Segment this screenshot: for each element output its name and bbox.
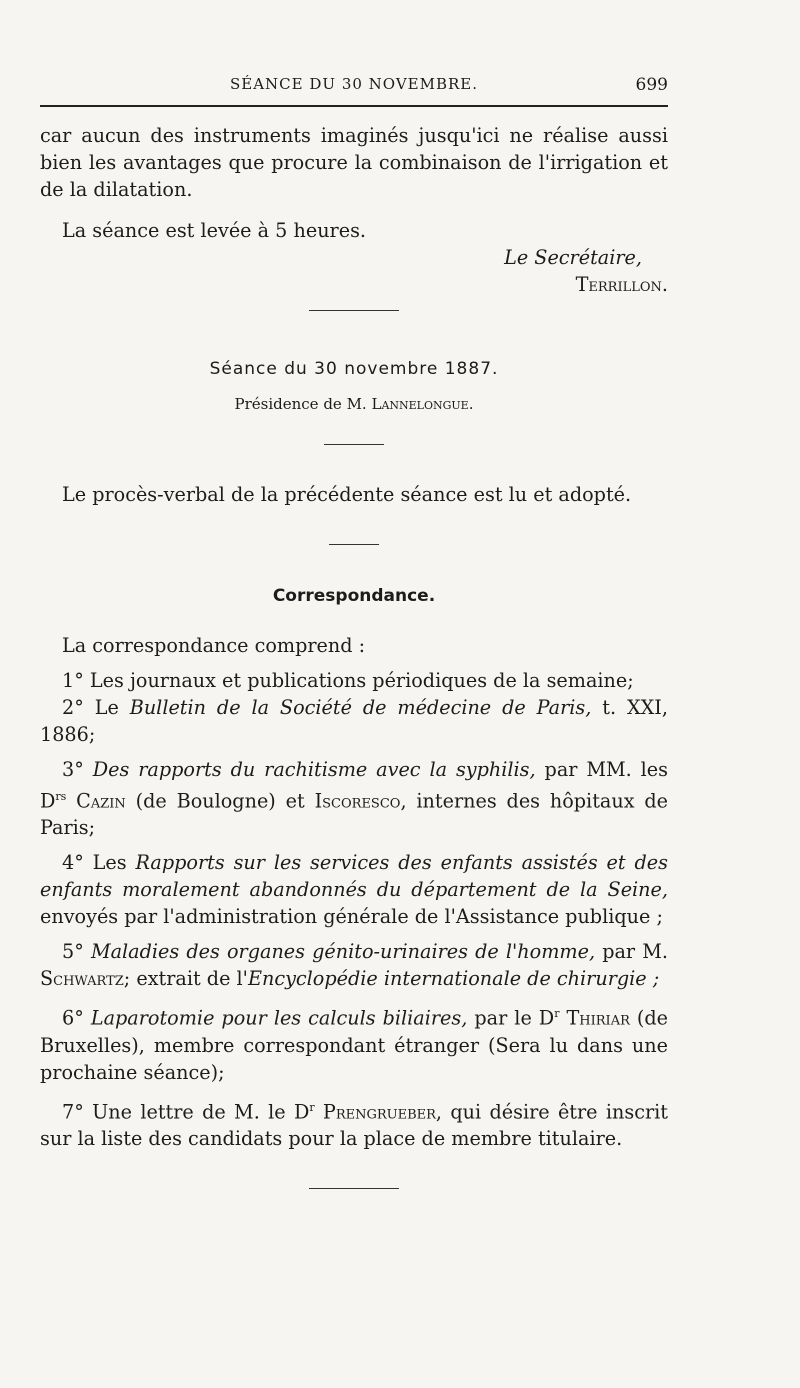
correspondance-item-1: 1° Les journaux et publications périodiques de la semaine; bbox=[62, 669, 634, 692]
seance-levee: La séance est levée à 5 heures. bbox=[62, 219, 367, 242]
signature-role: Le Secrétaire, bbox=[504, 246, 642, 269]
running-title: SÉANCE DU 30 NOVEMBRE. bbox=[230, 75, 479, 93]
separator-rule bbox=[309, 1188, 399, 1189]
correspondance-item-5: 5° Maladies des organes génito-urinaires de l'homme, par M. Schwartz; extrait de l'Encyclopédie internationale de chirurgie ; bbox=[40, 940, 668, 991]
correspondance-intro: La correspondance comprend : bbox=[62, 634, 366, 657]
header-rule bbox=[40, 105, 668, 107]
session-presidence: Présidence de M. Lannelongue. bbox=[234, 395, 474, 413]
page-number: 699 bbox=[635, 75, 668, 95]
page-header bbox=[40, 75, 668, 99]
page-body bbox=[40, 122, 668, 1189]
correspondance-item-6: 6° Laparotomie pour les calculs biliaires, par le $D^r$ Thiriar (de Bruxelles), membre correspondant étranger (Sera lu dans une prochaine séance); bbox=[40, 1006, 669, 1084]
continuation-paragraph: car aucun des instruments imaginés jusqu'ici ne réalise aussi bien les avantages que procure la combinaison de l'irrigation et de la dilatation. bbox=[40, 124, 668, 201]
correspondance-item-2: 2° Le Bulletin de la Société de médecine de Paris, t. XXI, 1886; bbox=[40, 696, 668, 746]
correspondance-item-3: 3° Des rapports du rachitisme avec la syphilis, par MM. les $D^{rs}$ Cazin (de Boulogne) et Iscoresco, internes des hôpitaux de Paris; bbox=[40, 758, 669, 840]
correspondance-item-4: 4° Les Rapports sur les services des enfants assistés et des enfants moralement abandonnés du département de la Seine, envoyés par l'administration générale de l'Assistance publique ; bbox=[40, 851, 668, 929]
proces-verbal: Le procès-verbal de la précédente séance est lu et adopté. bbox=[62, 483, 632, 506]
signature-name: Terrillon. bbox=[575, 273, 668, 296]
session-title: Séance du 30 novembre 1887. bbox=[209, 359, 499, 379]
correspondance-item-7: 7° Une lettre de M. le $D^r$ Prengrueber, qui désire être inscrit sur la liste des candidats pour la place de membre titulaire. bbox=[40, 1100, 668, 1151]
section-title-correspondance: Correspondance. bbox=[272, 586, 436, 606]
